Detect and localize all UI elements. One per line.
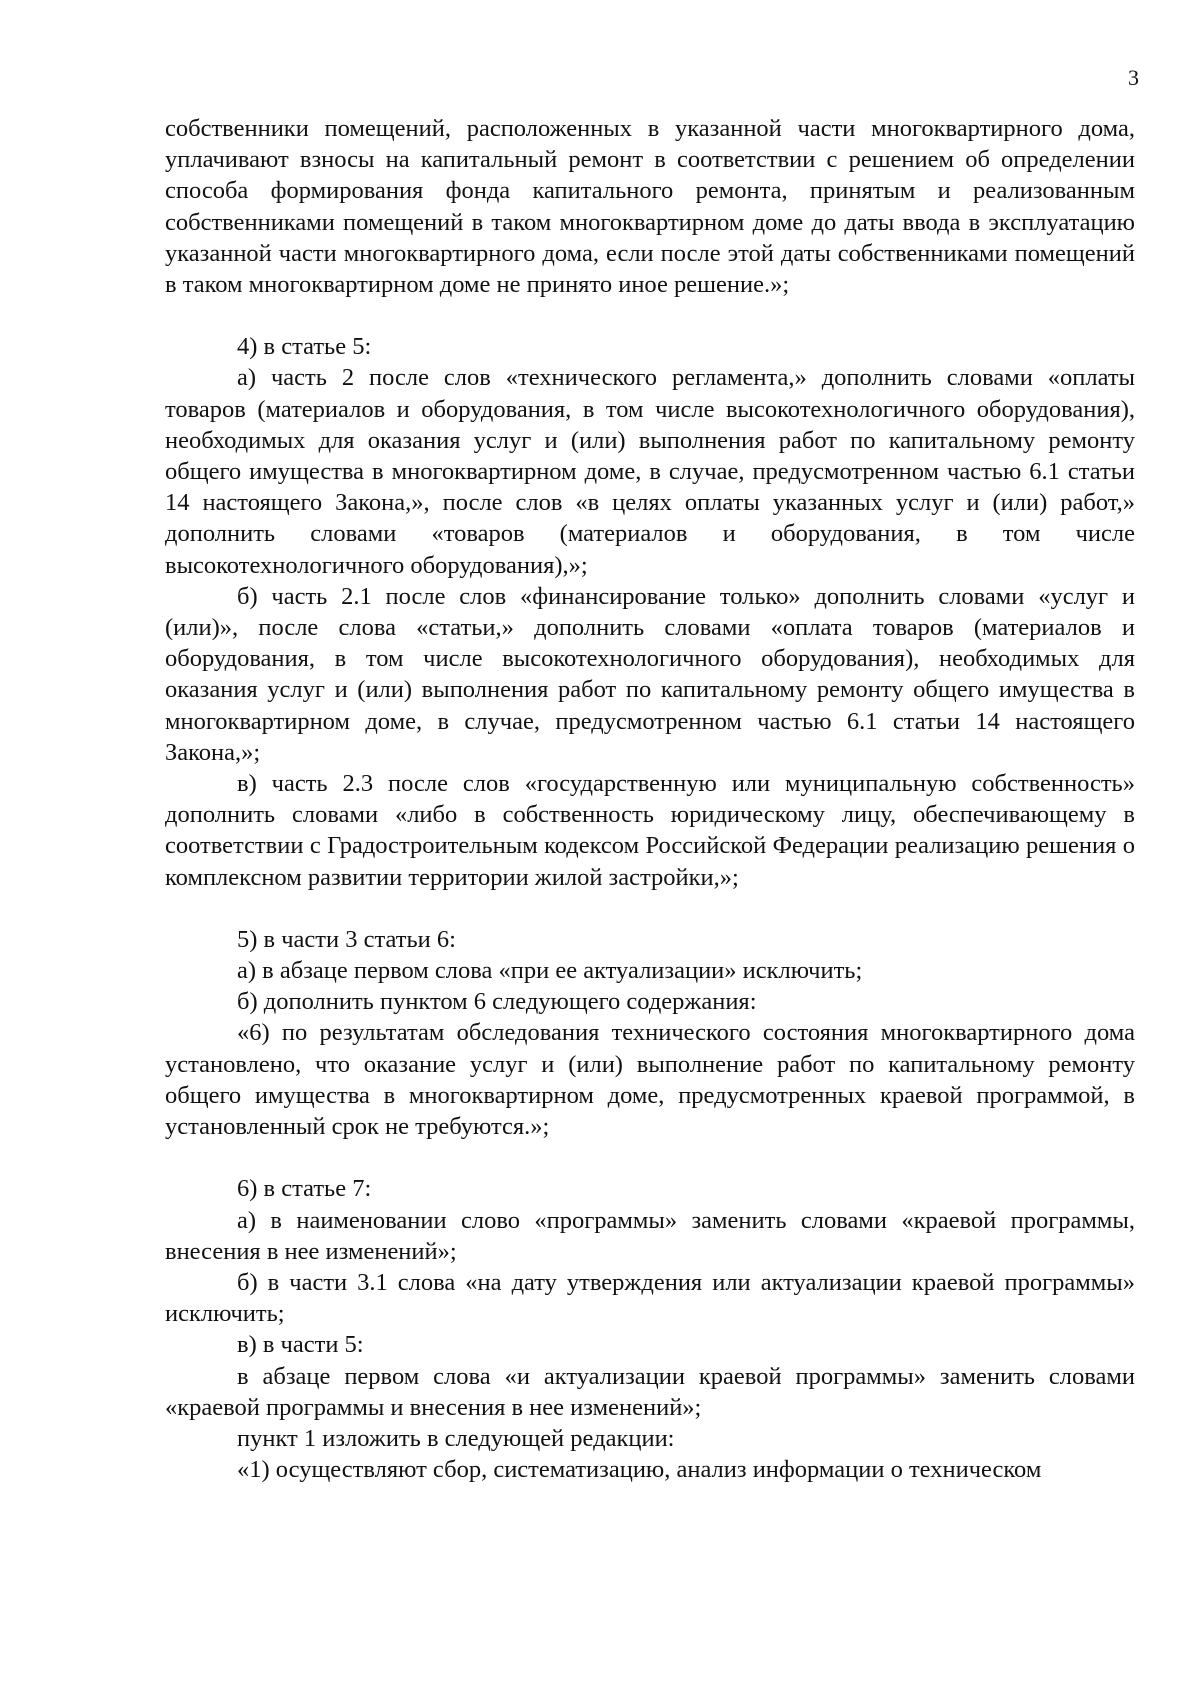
paragraph-item-4b: б) часть 2.1 после слов «финансирование только» дополнить словами «услуг и (или)», после слова «статьи,» дополнить словами «оплата товаров (материалов и оборудования, в том числе высокотехнологичного оборудования), необходимых для оказания услуг и (или) выполнения работ по капитальному ремонту общего имущества в многоквартирном доме, в случае, предусмотренном частью 6.1 статьи 14 настоящего Закона,»; bbox=[165, 582, 1135, 766]
paragraph-continuation: собственники помещений, расположенных в указанной части многоквартирного дома, уплачивают взносы на капитальный ремонт в соответствии с решением об определении способа формирования фонда капитального ремонта, принятым и реализованным собственниками помещений в таком многоквартирном доме до даты ввода в эксплуатацию указанной части многоквартирного дома, если после этой даты собственниками помещений в таком многоквартирном доме не принято иное решение.»; bbox=[165, 115, 1135, 299]
paragraph-item-4a: а) часть 2 после слов «технического регламента,» дополнить словами «оплаты товаров (материалов и оборудования, в том числе высокотехнологичного оборудования), необходимых для оказания услуг и (или) выполнения работ по капитальному ремонту общего имущества в многоквартирном доме, в случае, предусмотренном частью 6.1 статьи 14 настоящего Закона,», после слов «в целях оплаты указанных услуг и (или) работ,» дополнить словами «товаров (материалов и оборудования, в том числе высокотехнологичного оборудования),»; bbox=[165, 364, 1135, 579]
paragraph-item-6v-abzac: в абзаце первом слова «и актуализации краевой программы» заменить словами «краевой программы и внесения в нее изменений»; bbox=[165, 1362, 1135, 1421]
document-body bbox=[165, 113, 1135, 1485]
paragraph-item-6v: в) в части 5: bbox=[237, 1331, 364, 1359]
paragraph-item-5: 5) в части 3 статьи 6: bbox=[237, 925, 456, 953]
paragraph-item-4v: в) часть 2.3 после слов «государственную или муниципальную собственность» дополнить словами «либо в собственность юридическому лицу, обеспечивающему в соответствии с Градостроительным кодексом Российской Федерации реализацию решения о комплексном развитии территории жилой застройки,»; bbox=[165, 770, 1135, 891]
paragraph-item-5b: б) дополнить пунктом 6 следующего содержания: bbox=[237, 988, 757, 1016]
paragraph-item-6b: б) в части 3.1 слова «на дату утверждения или актуализации краевой программы» исключить; bbox=[165, 1268, 1135, 1328]
paragraph-gap bbox=[165, 300, 1135, 331]
paragraph-item-6a: а) в наименовании слово «программы» заменить словами «краевой программы, внесения в нее изменений»; bbox=[165, 1206, 1135, 1265]
paragraph-item-5a: а) в абзаце первом слова «при ее актуализации» исключить; bbox=[237, 957, 863, 985]
paragraph-item-5-quote: «6) по результатам обследования технического состояния многоквартирного дома установлено, что оказание услуг и (или) выполнение работ по капитальному ремонту общего имущества в многоквартирном доме, предусмотренных краевой программой, в установленный срок не требуются.»; bbox=[165, 1019, 1135, 1141]
paragraph-gap bbox=[165, 893, 1135, 924]
paragraph-item-6: 6) в статье 7: bbox=[237, 1175, 372, 1203]
page-number: 3 bbox=[1128, 65, 1139, 90]
paragraph-item-4: 4) в статье 5: bbox=[237, 333, 372, 361]
paragraph-gap bbox=[165, 1142, 1135, 1173]
paragraph-item-6v-quote: «1) осуществляют сбор, систематизацию, анализ информации о техническом bbox=[237, 1456, 1042, 1484]
paragraph-item-6v-punkt: пункт 1 изложить в следующей редакции: bbox=[237, 1424, 675, 1452]
